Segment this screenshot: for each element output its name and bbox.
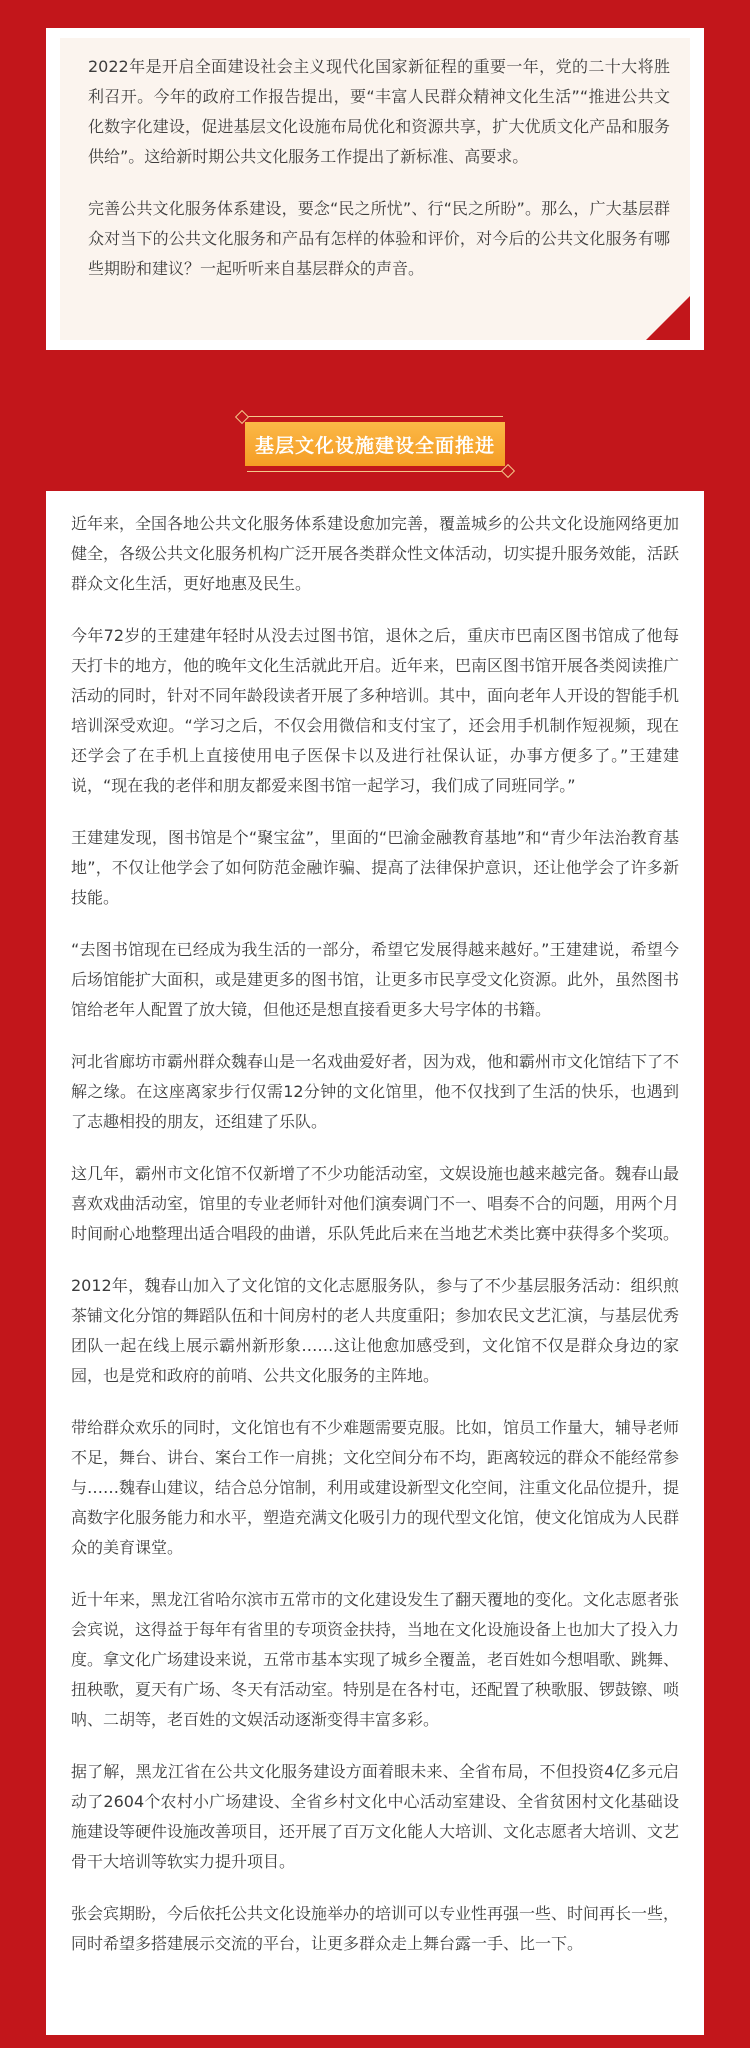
article-paragraph: 王建建发现，图书馆是个“聚宝盆”，里面的“巴渝金融教育基地”和“青少年法治教育基地”，不仅让他学会了如何防范金融诈骗、提高了法律保护意识，还让他学会了许多新技能。 xyxy=(71,828,679,907)
intro-card xyxy=(46,28,704,350)
article-paragraph: 2012年，魏春山加入了文化馆的文化志愿服务队，参与了不少基层服务活动：组织煎茶铺文化分馆的舞蹈队伍和十间房村的老人共度重阳；参加农民文艺汇演，与基层优秀团队一起在线上展示霸州新形象……这让他愈加感受到，文化馆不仅是群众身边的家园，也是党和政府的前哨、公共文化服务的主阵地。 xyxy=(71,1276,680,1385)
article-paragraph: 河北省廊坊市霸州群众魏春山是一名戏曲爱好者，因为戏，他和霸州市文化馆结下了不解之缘。在这座离家步行仅需12分钟的文化馆里，他不仅找到了生活的快乐，也遇到了志趣相投的朋友，还组建了乐队。 xyxy=(71,1052,680,1131)
article-paragraph: “去图书馆现在已经成为我生活的一部分，希望它发展得越来越好。”王建建说，希望今后场馆能扩大面积，或是建更多的图书馆，让更多市民享受文化资源。此外，虽然图书馆给老年人配置了放大镜，但他还是想直接看更多大号字体的书籍。 xyxy=(71,940,680,1019)
intro-paragraph: 完善公共文化服务体系建设，要念“民之所忧”、行“民之所盼”。那么，广大基层群众对当下的公共文化服务和产品有怎样的体验和评价，对今后的公共文化服务有哪些期盼和建议？一起听听来自基层群众的声音。 xyxy=(88,199,670,278)
article-paragraph: 今年72岁的王建建年轻时从没去过图书馆，退休之后，重庆市巴南区图书馆成了他每天打卡的地方，他的晚年文化生活就此开启。近年来，巴南区图书馆开展各类阅读推广活动的同时，针对不同年龄段读者开展了多种培训。其中，面向老年人开设的智能手机培训深受欢迎。“学习之后，不仅会用微信和支付宝了，还会用手机制作短视频，现在还学会了在手机上直接使用电子医保卡以及进行社保认证，办事方便多了。”王建建说，“现在我的老伴和朋友都爱来图书馆一起学习，我们成了同班同学。” xyxy=(71,626,680,795)
article-body xyxy=(46,491,704,2035)
intro-text-box xyxy=(60,38,690,340)
article-paragraph: 据了解，黑龙江省在公共文化服务建设方面着眼未来、全省布局，不但投资4亿多元启动了2604个农村小广场建设、全省乡村文化中心活动室建设、全省贫困村文化基础设施建设等硬件设施改善项目，还开展了百万文化能人大培训、文化志愿者大培训、文艺骨干大培训等软实力提升项目。 xyxy=(71,1762,680,1871)
article-paragraph: 带给群众欢乐的同时，文化馆也有不少难题需要克服。比如，馆员工作量大，辅导老师不足，舞台、讲台、案台工作一肩挑；文化空间分布不均，距离较远的群众不能经常参与……魏春山建议，结合总分馆制，利用或建设新型文化空间，注重文化品位提升，提高数字化服务能力和水平，塑造充满文化吸引力的现代型文化馆，使文化馆成为人民群众的美育课堂。 xyxy=(71,1418,680,1557)
intro-paragraph: 2022年是开启全面建设社会主义现代化国家新征程的重要一年，党的二十大将胜利召开。今年的政府工作报告提出，要“丰富人民群众精神文化生活”“推进公共文化数字化建设，促进基层文化设施布局优化和资源共享，扩大优质文化产品和服务供给”。这给新时期公共文化服务工作提出了新标准、高要求。 xyxy=(88,57,670,166)
heading-bottom-line xyxy=(247,471,503,472)
corner-fold-decoration xyxy=(646,296,690,340)
section-heading-banner xyxy=(237,412,513,476)
article-paragraph: 近年来，全国各地公共文化服务体系建设愈加完善，覆盖城乡的公共文化设施网络更加健全，各级公共文化服务机构广泛开展各类群众性文体活动，切实提升服务效能，活跃群众文化生活，更好地惠及民生。 xyxy=(71,514,680,593)
article-paragraph: 张会宾期盼，今后依托公共文化设施举办的培训可以专业性再强一些、时间再长一些，同时希望多搭建展示交流的平台，让更多群众走上舞台露一手、比一下。 xyxy=(71,1904,680,1953)
heading-top-line xyxy=(247,416,503,417)
article-paragraph: 这几年，霸州市文化馆不仅新增了不少功能活动室，文娱设施也越来越完备。魏春山最喜欢戏曲活动室，馆里的专业老师针对他们演奏调门不一、唱奏不合的问题，用两个月时间耐心地整理出适合唱段的曲谱，乐队凭此后来在当地艺术类比赛中获得多个奖项。 xyxy=(71,1164,680,1243)
heading-diamond-icon xyxy=(501,464,515,478)
section-heading: 基层文化设施建设全面推进 xyxy=(245,422,505,466)
article-paragraph: 近十年来，黑龙江省哈尔滨市五常市的文化建设发生了翻天覆地的变化。文化志愿者张会宾说，这得益于每年有省里的专项资金扶持，当地在文化设施设备上也加大了投入力度。拿文化广场建设来说，五常市基本实现了城乡全覆盖，老百姓如今想唱歌、跳舞、扭秧歌，夏天有广场、冬天有活动室。特别是在各村屯，还配置了秧歌服、锣鼓镲、唢呐、二胡等，老百姓的文娱活动逐渐变得丰富多彩。 xyxy=(71,1590,680,1729)
